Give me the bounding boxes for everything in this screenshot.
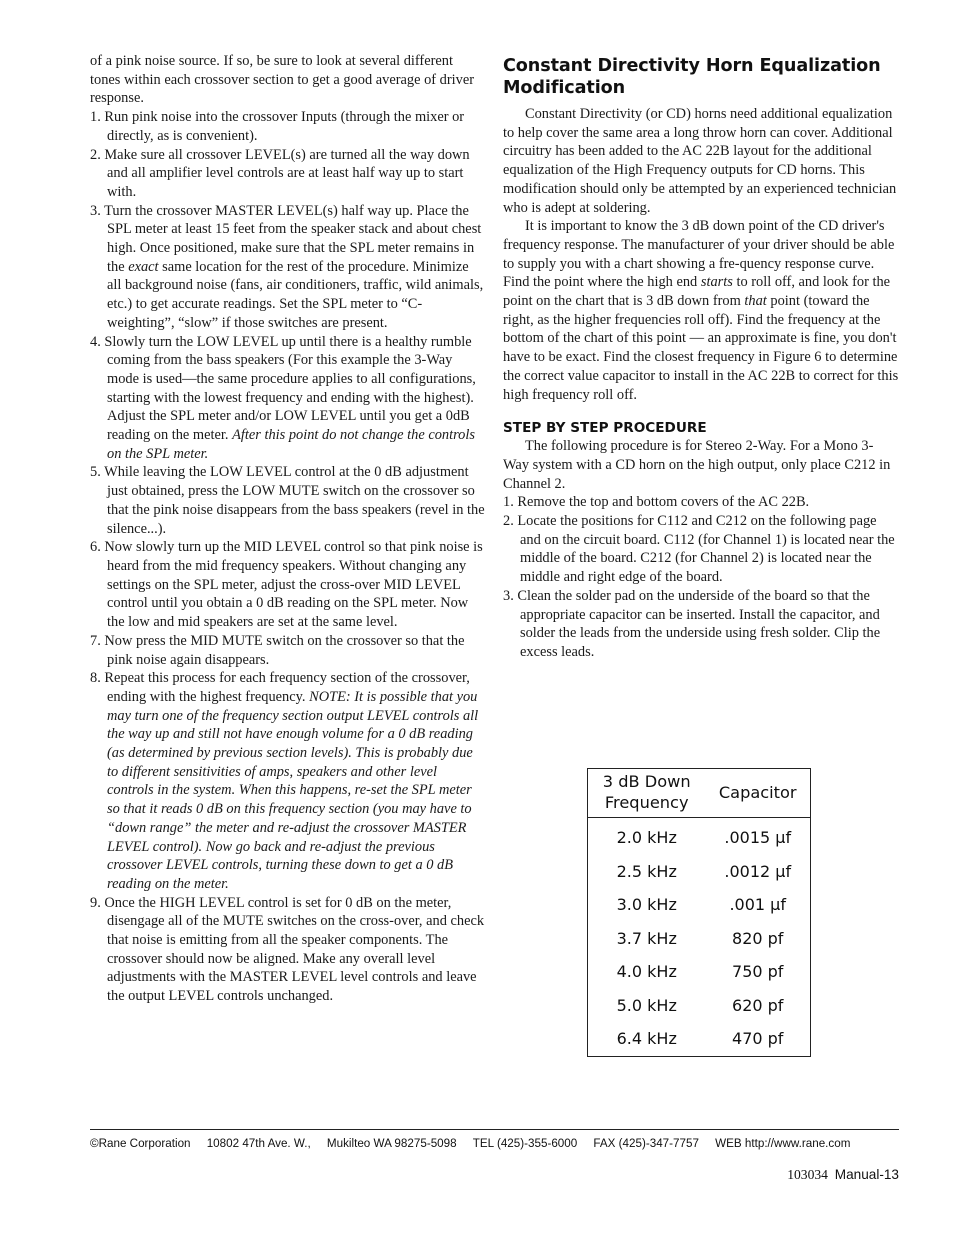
procedure-step-2: 2. Locate the positions for C112 and C212 on the following page and on the circuit board. C112 (for Channel 1) is located near the middle of the board. C212 (for Channel 2) is located near the middle and right edge of the board.: [503, 513, 895, 586]
freq-cell: 3.7 kHz: [616, 928, 677, 948]
footer-web[interactable]: WEB http://www.rane.com: [715, 1136, 851, 1150]
step-6: 6. Now slowly turn up the MID LEVEL control so that pink noise is heard from the mid frequency speakers. Without changing any settings on the SPL meter, adjust the cross-over MID LEVEL control until you obtain a 0 dB reading on the SPL meter. Now the low and mid speakers are set at the same level.: [90, 539, 483, 631]
procedure-steps: [503, 493, 899, 661]
footer-contact-line: [90, 1136, 850, 1150]
table-row: [588, 955, 811, 989]
freq-cell: 5.0 kHz: [616, 995, 677, 1015]
right-column: [503, 52, 899, 662]
footer-city: Mukilteo WA 98275-5098: [326, 1136, 457, 1150]
freq-cell: 2.0 kHz: [616, 828, 677, 848]
header-frequency: 3 dB Down Frequency: [588, 769, 706, 818]
capacitor-table: [587, 768, 811, 1057]
footer-address: 10802 47th Ave. W.,: [206, 1136, 311, 1150]
header-capacitor: Capacitor: [705, 769, 810, 818]
table-header-row: [588, 769, 811, 818]
cap-cell: .0015 µf: [724, 828, 792, 848]
freq-cell: 6.4 kHz: [616, 1029, 677, 1049]
procedure-step-3: 3. Clean the solder pad on the underside of the board so that the appropriate capacitor can be inserted. Install the capacitor, and solder the leads from the underside using fresh solder. Clip the excess leads.: [503, 587, 881, 660]
table-row: [588, 989, 811, 1023]
section-heading: Constant Directivity Horn Equalization Modification: [503, 56, 881, 98]
cap-cell: .0012 µf: [724, 861, 792, 881]
cd-paragraph-1: Constant Directivity (or CD) horns need additional equalization to help cover the same area a long throw horn can cover. Additional circuitry has been added to the AC 22B layout for the additional equalization of the High Frequency outputs for CD horns. This modification should only be attempted by an experienced technician who is adept at soldering.: [503, 106, 897, 216]
alignment-steps: [90, 108, 486, 1006]
procedure-heading: STEP BY STEP PROCEDURE: [503, 420, 707, 437]
step-3: 3. Turn the crossover MASTER LEVEL(s) half way up. Place the SPL meter at least 15 feet from the speaker stack and about chest high. Once positioned, make sure that the SPL meter remains in the exact same location for the rest of the procedure. Minimize all background noise (fans, air conditioners, traffic, wild animals, etc.) to get accurate readings. Set the SPL meter to “C-weighting”, “slow” if those switches are present.: [90, 202, 484, 331]
footer-fax: FAX (425)-347-7757: [593, 1136, 699, 1150]
page-label: Manual-13: [834, 1167, 899, 1182]
footer-tel: TEL (425)-355-6000: [472, 1136, 578, 1150]
intro-text: of a pink noise source. If so, be sure to look at several different tones within each crossover section to get a good average of driver response.: [90, 53, 475, 107]
cap-cell: 470 pf: [732, 1029, 784, 1049]
procedure-step-1: 1. Remove the top and bottom covers of the AC 22B.: [503, 494, 810, 511]
cap-cell: 750 pf: [732, 962, 784, 982]
table-row: [588, 888, 811, 922]
freq-cell: 4.0 kHz: [616, 962, 677, 982]
step-4: 4. Slowly turn the LOW LEVEL up until there is a healthy rumble coming from the bass speakers (For this example the 3-Way mode is used—the same procedure applies to all configurations, starting with the lowest frequency and ending with the highest). Adjust the SPL meter and/or LOW LEVEL until you get a 0dB reading on the meter. After this point do not change the controls on the SPL meter.: [90, 333, 476, 462]
step-2: 2. Make sure all crossover LEVEL(s) are turned all the way down and all amplifier level controls are at least half way up to start with.: [90, 146, 470, 200]
table-row: [588, 818, 811, 855]
step-9: 9. Once the HIGH LEVEL control is set for 0 dB on the meter, disengage all of the MUTE switches on the cross-over, and check that noise is emitting from all the speaker components. The crossover should now be aligned. Make any overall level adjustments with the MASTER LEVEL level controls and leave the output LEVEL controls unchanged.: [90, 894, 485, 1005]
table-row: [588, 1022, 811, 1056]
footer-company: ©Rane Corporation: [90, 1136, 191, 1150]
table-row: [588, 855, 811, 889]
step-1: 1. Run pink noise into the crossover Inputs (through the mixer or directly, as is convenient).: [90, 109, 465, 144]
cap-cell: .001 µf: [729, 895, 786, 915]
footer-divider: [90, 1129, 899, 1130]
procedure-intro: The following procedure is for Stereo 2-Way. For a Mono 3-Way system with a CD horn on the high output, only place C212 in Channel 2.: [503, 438, 891, 492]
step-8: 8. Repeat this process for each frequency section of the crossover, ending with the highest frequency. NOTE: It is possible that you may turn one of the frequency section output LEVEL controls all the way up and still not have enough volume for a 0 dB reading (as determined by previous section levels). This is probably due to different sensitivities of amps, speakers and other level controls in the system. When this happens, re-set the SPL meter so that it reads 0 dB on this frequency section (you may have to “down range” the meter and re-adjust the crossover MASTER LEVEL control). Now go back and re-adjust the previous crossover LEVEL controls, turning these down to get a 0 dB reading on the meter.: [90, 670, 479, 892]
doc-number: 103034: [787, 1167, 828, 1182]
cap-cell: 620 pf: [732, 995, 784, 1015]
step-5: 5. While leaving the LOW LEVEL control at the 0 dB adjustment just obtained, press the LOW MUTE switch on the crossover so that the pink noise disappears from the bass speakers (revel in the silence...).: [90, 464, 485, 537]
left-column: [90, 52, 486, 1006]
freq-cell: 2.5 kHz: [616, 861, 677, 881]
step-7: 7. Now press the MID MUTE switch on the crossover so that the pink noise again disappears.: [90, 632, 465, 668]
table-row: [588, 922, 811, 956]
cd-paragraph-2: It is important to know the 3 dB down point of the CD driver's frequency response. The manufacturer of your driver should be able to supply you with a chart showing a fre-quency response curve. Find the point where the high end starts to roll off, and look for the point on the chart that is 3 dB down from that point (toward the right, as the higher frequencies roll off). Find the frequency at the bottom of the chart of this point — an approximate is fine, you don't have to be exact. Find the closest frequency in Figure 6 to determine the correct value capacitor to install in the AC 22B to correct for this high frequency roll off.: [503, 218, 899, 403]
freq-cell: 3.0 kHz: [616, 895, 677, 915]
cap-cell: 820 pf: [732, 928, 784, 948]
page-number: [787, 1167, 899, 1183]
